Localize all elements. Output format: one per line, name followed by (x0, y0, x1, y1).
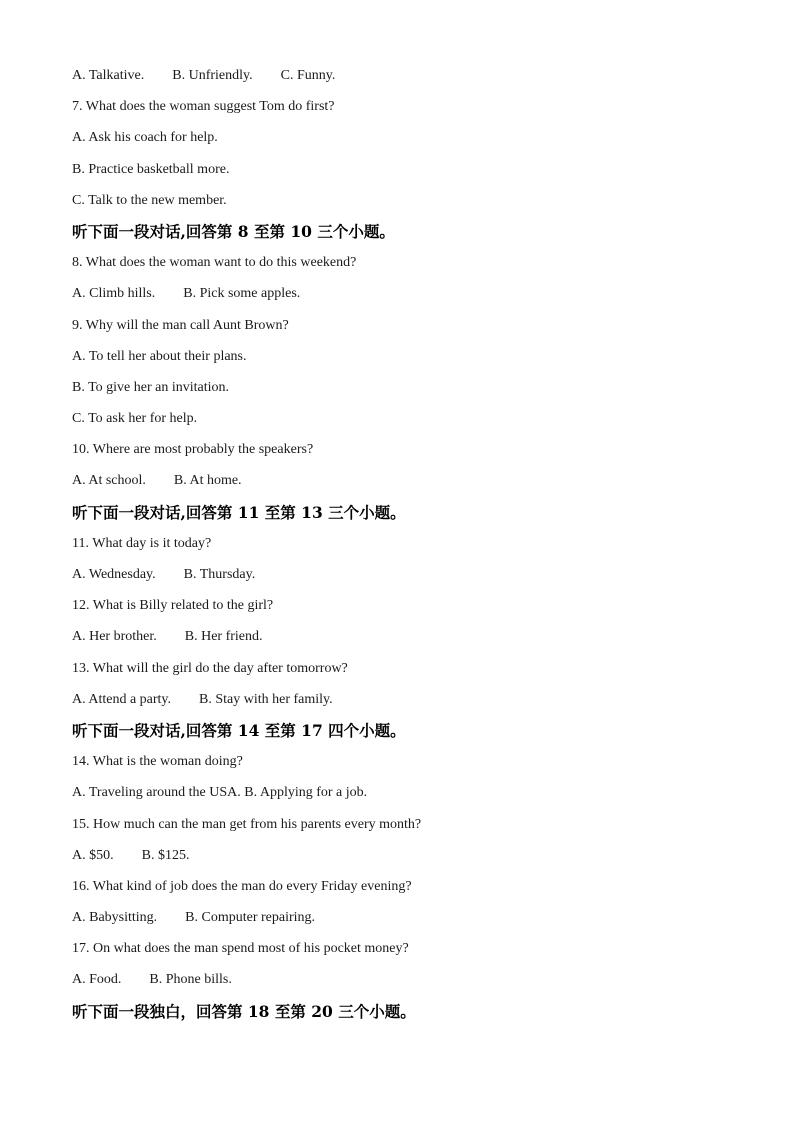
option-b: B. $125. (141, 847, 190, 863)
option-a: A. Wednesday. (72, 567, 156, 582)
option-b: B. At home. (173, 473, 242, 489)
option-c: C. Funny. (280, 68, 336, 83)
option-b: B. Pick some apples. (183, 286, 301, 302)
question-17: 17. On what does the man spend most of his pocket money? (72, 941, 409, 957)
options-line (72, 64, 752, 95)
option-b: B. Stay with her family. (199, 691, 333, 707)
option-b: B. Phone bills. (149, 972, 232, 988)
option-a: A. Food. (72, 972, 122, 988)
question-12: 12. What is Billy related to the girl? (72, 598, 274, 614)
option-line: A. To tell her about their plans. (72, 348, 247, 364)
option-b: B. Her friend. (184, 629, 263, 645)
section-heading: 听下面一段独白，回答第 18 至第 20 三个小题。 (72, 1001, 416, 1021)
option-a: A. Her brother. (72, 629, 157, 645)
option-line: A. Traveling around the USA. B. Applying for a job. (72, 785, 368, 801)
option-line: B. To give her an invitation. (72, 379, 230, 395)
question-8: 8. What does the woman want to do this weekend? (72, 255, 357, 271)
options-line (72, 906, 752, 937)
option-line: A. Ask his coach for help. (72, 130, 218, 146)
question-9: 9. Why will the man call Aunt Brown? (72, 317, 289, 333)
options-line (72, 469, 752, 500)
question-13: 13. What will the girl do the day after tomorrow? (72, 660, 348, 676)
option-b: B. Unfriendly. (172, 68, 253, 83)
option-a: A. Attend a party. (72, 691, 172, 707)
option-b: B. Thursday. (183, 567, 256, 582)
option-a: A. Talkative. (72, 68, 145, 83)
question-7: 7. What does the woman suggest Tom do first? (72, 99, 335, 115)
option-line: B. Practice basketball more. (72, 161, 230, 177)
options-line (72, 282, 752, 313)
options-line (72, 968, 752, 999)
question-15: 15. How much can the man get from his parents every month? (72, 816, 422, 832)
options-line (72, 688, 752, 719)
option-line: C. To ask her for help. (72, 411, 198, 427)
question-16: 16. What kind of job does the man do every Friday evening? (72, 878, 412, 894)
option-a: A. Babysitting. (72, 910, 158, 926)
option-a: A. Climb hills. (72, 286, 156, 302)
option-line: C. Talk to the new member. (72, 192, 227, 208)
question-11: 11. What day is it today? (72, 535, 212, 551)
question-14: 14. What is the woman doing? (72, 754, 243, 770)
options-line (72, 625, 752, 656)
option-a: A. $50. (72, 847, 114, 863)
options-line (72, 844, 752, 875)
question-10: 10. Where are most probably the speakers? (72, 442, 314, 458)
option-a: A. At school. (72, 473, 146, 489)
options-line (72, 563, 752, 594)
section-heading: 听下面一段对话,回答第 8 至第 10 三个小题。 (72, 221, 395, 241)
document-page (72, 64, 752, 1031)
option-b: B. Computer repairing. (185, 910, 316, 926)
section-heading: 听下面一段对话,回答第 11 至第 13 三个小题。 (72, 502, 406, 522)
section-heading: 听下面一段对话,回答第 14 至第 17 四个小题。 (72, 720, 406, 740)
